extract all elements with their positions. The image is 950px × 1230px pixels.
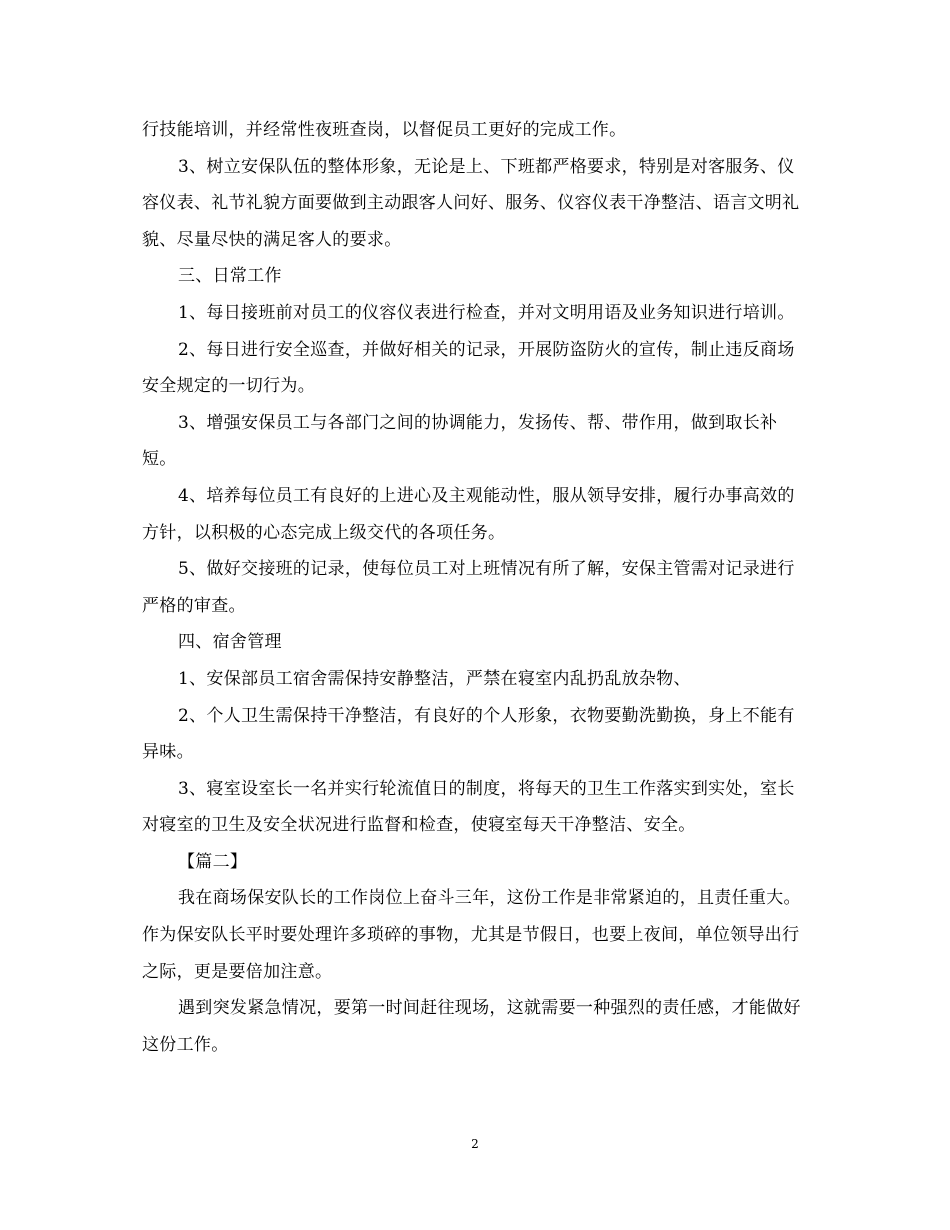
paragraph-continuation: 行技能培训，并经常性夜班查岗，以督促员工更好的完成工作。 xyxy=(142,120,627,140)
paragraph-dorm-item-2: 2、个人卫生需保持干净整洁，有良好的个人形象，衣物要勤洗勤换，身上不能有异味。 xyxy=(142,705,795,763)
paragraph-daily-item-4: 4、培养每位员工有良好的上进心及主观能动性，服从领导安排，履行办事高效的方针，以积极的心态完成上级交代的各项任务。 xyxy=(142,485,795,543)
paragraph-item-3-team-image: 3、树立安保队伍的整体形象，无论是上、下班都严格要求，特别是对客服务、仪容仪表、礼节礼貌方面要做到主动跟客人问好、服务、仪容仪表干净整洁、语言文明礼貌、尽量尽快的满足客人的要求。 xyxy=(142,156,800,250)
paragraph-dorm-item-1: 1、安保部员工宿舍需保持安静整洁，严禁在寝室内乱扔乱放杂物、 xyxy=(178,668,691,689)
section-heading-dormitory: 四、宿舍管理 xyxy=(178,632,282,653)
document-body xyxy=(142,112,808,1063)
paragraph-dorm-item-3: 3、寝室设室长一名并实行轮流值日的制度，将每天的卫生工作落实到实处，室长对寝室的卫生及安全状况进行监督和检查，使寝室每天干净整洁、安全。 xyxy=(142,778,795,836)
section-heading-daily-work: 三、日常工作 xyxy=(178,266,282,287)
paragraph-part-two-2: 遇到突发紧急情况，要第一时间赶往现场，这就需要一种强烈的责任感，才能做好这份工作。 xyxy=(142,998,801,1055)
paragraph-daily-item-5: 5、做好交接班的记录，使每位员工对上班情况有所了解，安保主管需对记录进行严格的审查。 xyxy=(142,559,795,616)
section-heading-part-two: 【篇二】 xyxy=(178,851,248,872)
page-number: 2 xyxy=(471,1137,479,1151)
paragraph-part-two-1: 我在商场保安队长的工作岗位上奋斗三年，这份工作是非常紧迫的，且责任重大。作为保安队长平时要处理许多琐碎的事物，尤其是节假日，也要上夜间，单位领导出行之际，更是要倍加注意。 xyxy=(142,888,801,982)
paragraph-daily-item-2: 2、每日进行安全巡查，并做好相关的记录，开展防盗防火的宣传，制止违反商场安全规定的一切行为。 xyxy=(142,339,795,397)
paragraph-daily-item-3: 3、增强安保员工与各部门之间的协调能力，发扬传、帮、带作用，做到取长补短。 xyxy=(142,412,778,470)
paragraph-daily-item-1: 1、每日接班前对员工的仪容仪表进行检查，并对文明用语及业务知识进行培训。 xyxy=(178,302,795,323)
